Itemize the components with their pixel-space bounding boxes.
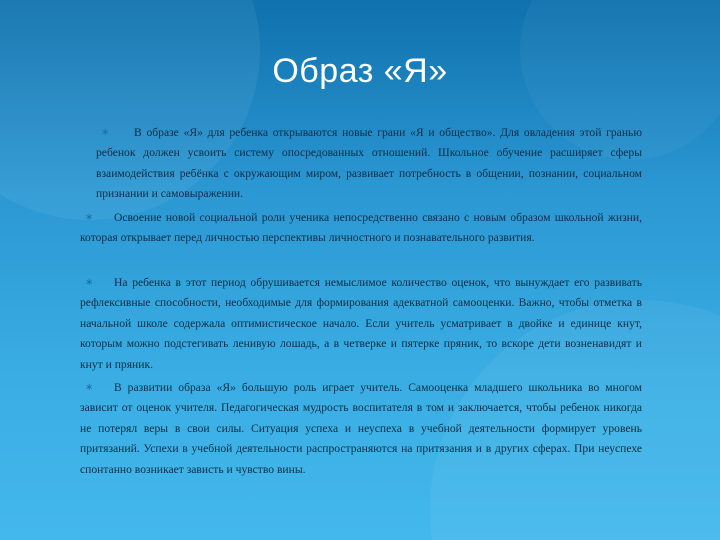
bullet-icon: ∗: [85, 277, 94, 288]
paragraph: [96, 123, 642, 205]
paragraph: [80, 378, 642, 480]
bullet-icon: ∗: [85, 212, 94, 223]
paragraph-text: В образе «Я» для ребенка открываются новые грани «Я и общество». Для овладения этой гранью ребенок должен усвоить систему опосредованных отношений. Школьное обучение расширяет сферы взаимодействия ребёнка с окружающим миром, развивает потребность в общении, познании, социальном признании и самовыражении.: [96, 126, 642, 201]
paragraph-text: На ребенка в этот период обрушивается немыслимое количество оценок, что вынуждает его развивать рефлексивные способности, необходимые для формирования адекватной самооценки. Важно, чтобы отметка в начальной школе содержала оптимистическое начало. Если учитель усматривает в двойке и единице кнут, которым можно подстегивать ленивую лошадь, а в четверке и пятерке пряник, то вскоре дети возненавидят и кнут и пряник.: [80, 276, 642, 371]
bullet-icon: ∗: [85, 382, 94, 393]
paragraph: [80, 208, 642, 249]
paragraph-text: Освоение новой социальной роли ученика непосредственно связано с новым образом школьной жизни, которая открывает перед личностью перспективы личностного и познавательного развития.: [80, 211, 642, 245]
bullet-icon: ∗: [101, 127, 110, 138]
slide-body: [0, 118, 720, 518]
slide-title: Образ «Я»: [272, 52, 448, 90]
paragraph-text: В развитии образа «Я» большую роль играет учитель. Самооценка младшего школьника во многом зависит от оценок учителя. Педагогическая мудрость воспитателя в том и заключается, чтобы ребенок никогда не потерял веры в свои силы. Ситуация успеха и неуспеха в учебной деятельности формирует уровень притязаний. Успехи в учебной деятельности распространяются на притязания и в других сферах. При неуспехе спонтанно возникает зависть и чувство вины.: [80, 381, 642, 476]
paragraph: [80, 273, 642, 375]
